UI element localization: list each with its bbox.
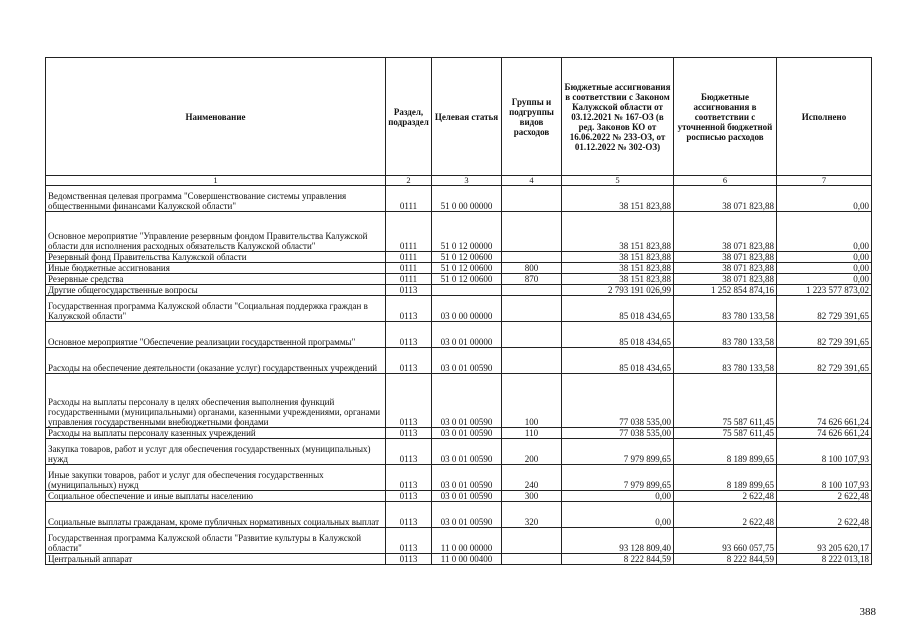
row-budget-law: 85 018 434,65 — [562, 348, 674, 374]
table-header — [46, 58, 872, 186]
row-executed: 2 622,48 — [777, 502, 872, 528]
row-section: 0111 — [386, 263, 432, 274]
row-budget-refined: 2 622,48 — [674, 502, 777, 528]
row-target-article: 03 0 01 00000 — [432, 322, 502, 348]
row-expense-group: 240 — [502, 465, 562, 491]
column-number: 5 — [562, 176, 674, 186]
row-executed: 2 622,48 — [777, 491, 872, 502]
row-executed: 82 729 391,65 — [777, 322, 872, 348]
row-budget-refined: 38 071 823,88 — [674, 263, 777, 274]
row-budget-law: 85 018 434,65 — [562, 322, 674, 348]
page-number: 388 — [859, 606, 876, 618]
row-section: 0113 — [386, 428, 432, 439]
row-expense-group: 800 — [502, 263, 562, 274]
table-row — [46, 554, 872, 565]
column-number: 7 — [777, 176, 872, 186]
budget-table — [45, 57, 872, 565]
table-row — [46, 528, 872, 554]
row-budget-refined: 83 780 133,58 — [674, 322, 777, 348]
row-executed: 93 205 620,17 — [777, 528, 872, 554]
header-expense-groups: Группы и подгруппы видов расходов — [502, 58, 562, 176]
row-executed: 8 100 107,93 — [777, 439, 872, 465]
row-name: Резервный фонд Правительства Калужской области — [46, 252, 386, 263]
row-executed: 0,00 — [777, 263, 872, 274]
row-budget-law: 0,00 — [562, 502, 674, 528]
row-name: Расходы на выплаты персоналу казенных учреждений — [46, 428, 386, 439]
row-section: 0111 — [386, 212, 432, 252]
row-expense-group: 200 — [502, 439, 562, 465]
row-budget-law: 8 222 844,59 — [562, 554, 674, 565]
row-name: Иные бюджетные ассигнования — [46, 263, 386, 274]
row-budget-refined: 75 587 611,45 — [674, 428, 777, 439]
row-budget-law: 77 038 535,00 — [562, 374, 674, 428]
column-number: 2 — [386, 176, 432, 186]
row-budget-law: 0,00 — [562, 491, 674, 502]
row-budget-law: 2 793 191 026,99 — [562, 285, 674, 296]
table-row — [46, 186, 872, 212]
row-target-article: 51 0 12 00600 — [432, 252, 502, 263]
row-budget-law: 7 979 899,65 — [562, 439, 674, 465]
row-executed: 0,00 — [777, 274, 872, 285]
row-name: Ведомственная целевая программа "Совершенствование системы управления общественными финансами Калужской области" — [46, 186, 386, 212]
column-number: 4 — [502, 176, 562, 186]
row-expense-group — [502, 186, 562, 212]
row-budget-refined: 38 071 823,88 — [674, 252, 777, 263]
table-row — [46, 502, 872, 528]
row-budget-refined: 38 071 823,88 — [674, 274, 777, 285]
row-budget-law: 77 038 535,00 — [562, 428, 674, 439]
row-executed: 8 100 107,93 — [777, 465, 872, 491]
row-name: Государственная программа Калужской области "Развитие культуры в Калужской области" — [46, 528, 386, 554]
row-target-article: 03 0 00 00000 — [432, 296, 502, 322]
row-section: 0113 — [386, 374, 432, 428]
row-name: Центральный аппарат — [46, 554, 386, 565]
row-section: 0113 — [386, 348, 432, 374]
row-budget-law: 85 018 434,65 — [562, 296, 674, 322]
row-budget-law: 93 128 809,40 — [562, 528, 674, 554]
row-section: 0113 — [386, 491, 432, 502]
row-section: 0113 — [386, 439, 432, 465]
row-budget-law: 38 151 823,88 — [562, 263, 674, 274]
row-section: 0113 — [386, 322, 432, 348]
row-expense-group — [502, 554, 562, 565]
table-row — [46, 296, 872, 322]
row-budget-law: 38 151 823,88 — [562, 212, 674, 252]
row-budget-refined: 1 252 854 874,16 — [674, 285, 777, 296]
row-executed: 74 626 661,24 — [777, 374, 872, 428]
row-target-article: 03 0 01 00590 — [432, 502, 502, 528]
header-section: Раздел, подраздел — [386, 58, 432, 176]
header-target-article: Целевая статья — [432, 58, 502, 176]
table-row — [46, 252, 872, 263]
row-name: Социальные выплаты гражданам, кроме публичных нормативных социальных выплат — [46, 502, 386, 528]
row-target-article: 03 0 01 00590 — [432, 465, 502, 491]
row-budget-refined: 8 222 844,59 — [674, 554, 777, 565]
row-name: Иные закупки товаров, работ и услуг для обеспечения государственных (муниципальных) нужд — [46, 465, 386, 491]
row-target-article: 03 0 01 00590 — [432, 348, 502, 374]
row-expense-group — [502, 285, 562, 296]
table-row — [46, 263, 872, 274]
row-target-article: 03 0 01 00590 — [432, 439, 502, 465]
header-budget-law: Бюджетные ассигнования в соответствии с Законом Калужской области от 03.12.2021 № 167-ОЗ (в ред. Законов КО от 16.06.2022 № 233-ОЗ, от 01.12.2022 № 302-ОЗ) — [562, 58, 674, 176]
column-number: 3 — [432, 176, 502, 186]
row-budget-refined: 38 071 823,88 — [674, 186, 777, 212]
table-row — [46, 285, 872, 296]
table-body — [46, 186, 872, 565]
row-budget-refined: 83 780 133,58 — [674, 296, 777, 322]
table-row — [46, 274, 872, 285]
row-budget-law: 7 979 899,65 — [562, 465, 674, 491]
row-budget-refined: 75 587 611,45 — [674, 374, 777, 428]
header-name: Наименование — [46, 58, 386, 176]
header-executed: Исполнено — [777, 58, 872, 176]
row-budget-refined: 38 071 823,88 — [674, 212, 777, 252]
row-expense-group — [502, 252, 562, 263]
row-section: 0111 — [386, 186, 432, 212]
row-target-article: 03 0 01 00590 — [432, 491, 502, 502]
row-expense-group: 320 — [502, 502, 562, 528]
table-row — [46, 348, 872, 374]
table-row — [46, 428, 872, 439]
row-name: Резервные средства — [46, 274, 386, 285]
column-number-row — [46, 176, 872, 186]
row-expense-group: 870 — [502, 274, 562, 285]
row-name: Закупка товаров, работ и услуг для обеспечения государственных (муниципальных) нужд — [46, 439, 386, 465]
row-target-article: 51 0 12 00000 — [432, 212, 502, 252]
row-target-article: 03 0 01 00590 — [432, 374, 502, 428]
row-section: 0113 — [386, 296, 432, 322]
budget-execution-table-sheet — [45, 57, 871, 565]
column-number: 6 — [674, 176, 777, 186]
row-executed: 0,00 — [777, 252, 872, 263]
row-expense-group — [502, 322, 562, 348]
row-expense-group — [502, 212, 562, 252]
row-section: 0113 — [386, 502, 432, 528]
row-target-article: 03 0 01 00590 — [432, 428, 502, 439]
row-target-article — [432, 285, 502, 296]
row-budget-refined: 93 660 057,75 — [674, 528, 777, 554]
row-section: 0111 — [386, 274, 432, 285]
row-expense-group — [502, 348, 562, 374]
row-name: Расходы на выплаты персоналу в целях обеспечения выполнения функций государственными (муниципальными) органами, казенными учреждениями, органами управления государственными внебюджетными фондами — [46, 374, 386, 428]
row-section: 0111 — [386, 252, 432, 263]
row-name: Основное мероприятие "Управление резервным фондом Правительства Калужской области для исполнения расходных обязательств Калужской области" — [46, 212, 386, 252]
row-expense-group — [502, 528, 562, 554]
table-row — [46, 374, 872, 428]
row-section: 0113 — [386, 285, 432, 296]
row-name: Другие общегосударственные вопросы — [46, 285, 386, 296]
row-executed: 82 729 391,65 — [777, 348, 872, 374]
row-budget-refined: 83 780 133,58 — [674, 348, 777, 374]
table-row — [46, 212, 872, 252]
table-row — [46, 439, 872, 465]
row-executed: 0,00 — [777, 186, 872, 212]
row-budget-refined: 8 189 899,65 — [674, 465, 777, 491]
row-section: 0113 — [386, 528, 432, 554]
row-budget-law: 38 151 823,88 — [562, 252, 674, 263]
row-name: Государственная программа Калужской области "Социальная поддержка граждан в Калужской области" — [46, 296, 386, 322]
row-name: Расходы на обеспечение деятельности (оказание услуг) государственных учреждений — [46, 348, 386, 374]
column-number: 1 — [46, 176, 386, 186]
row-executed: 1 223 577 873,02 — [777, 285, 872, 296]
row-executed: 8 222 013,18 — [777, 554, 872, 565]
row-budget-law: 38 151 823,88 — [562, 274, 674, 285]
row-section: 0113 — [386, 554, 432, 565]
row-expense-group: 100 — [502, 374, 562, 428]
table-row — [46, 491, 872, 502]
row-target-article: 11 0 00 00000 — [432, 528, 502, 554]
row-executed: 0,00 — [777, 212, 872, 252]
row-executed: 74 626 661,24 — [777, 428, 872, 439]
row-executed: 82 729 391,65 — [777, 296, 872, 322]
table-row — [46, 322, 872, 348]
row-budget-law: 38 151 823,88 — [562, 186, 674, 212]
row-target-article: 11 0 00 00400 — [432, 554, 502, 565]
row-budget-refined: 8 189 899,65 — [674, 439, 777, 465]
row-name: Основное мероприятие "Обеспечение реализации государственной программы" — [46, 322, 386, 348]
row-target-article: 51 0 12 00600 — [432, 274, 502, 285]
row-expense-group: 110 — [502, 428, 562, 439]
row-section: 0113 — [386, 465, 432, 491]
row-expense-group: 300 — [502, 491, 562, 502]
table-row — [46, 465, 872, 491]
header-budget-refined: Бюджетные ассигнования в соответствии с уточненной бюджетной росписью расходов — [674, 58, 777, 176]
row-expense-group — [502, 296, 562, 322]
row-name: Социальное обеспечение и иные выплаты населению — [46, 491, 386, 502]
row-budget-refined: 2 622,48 — [674, 491, 777, 502]
row-target-article: 51 0 12 00600 — [432, 263, 502, 274]
row-target-article: 51 0 00 00000 — [432, 186, 502, 212]
